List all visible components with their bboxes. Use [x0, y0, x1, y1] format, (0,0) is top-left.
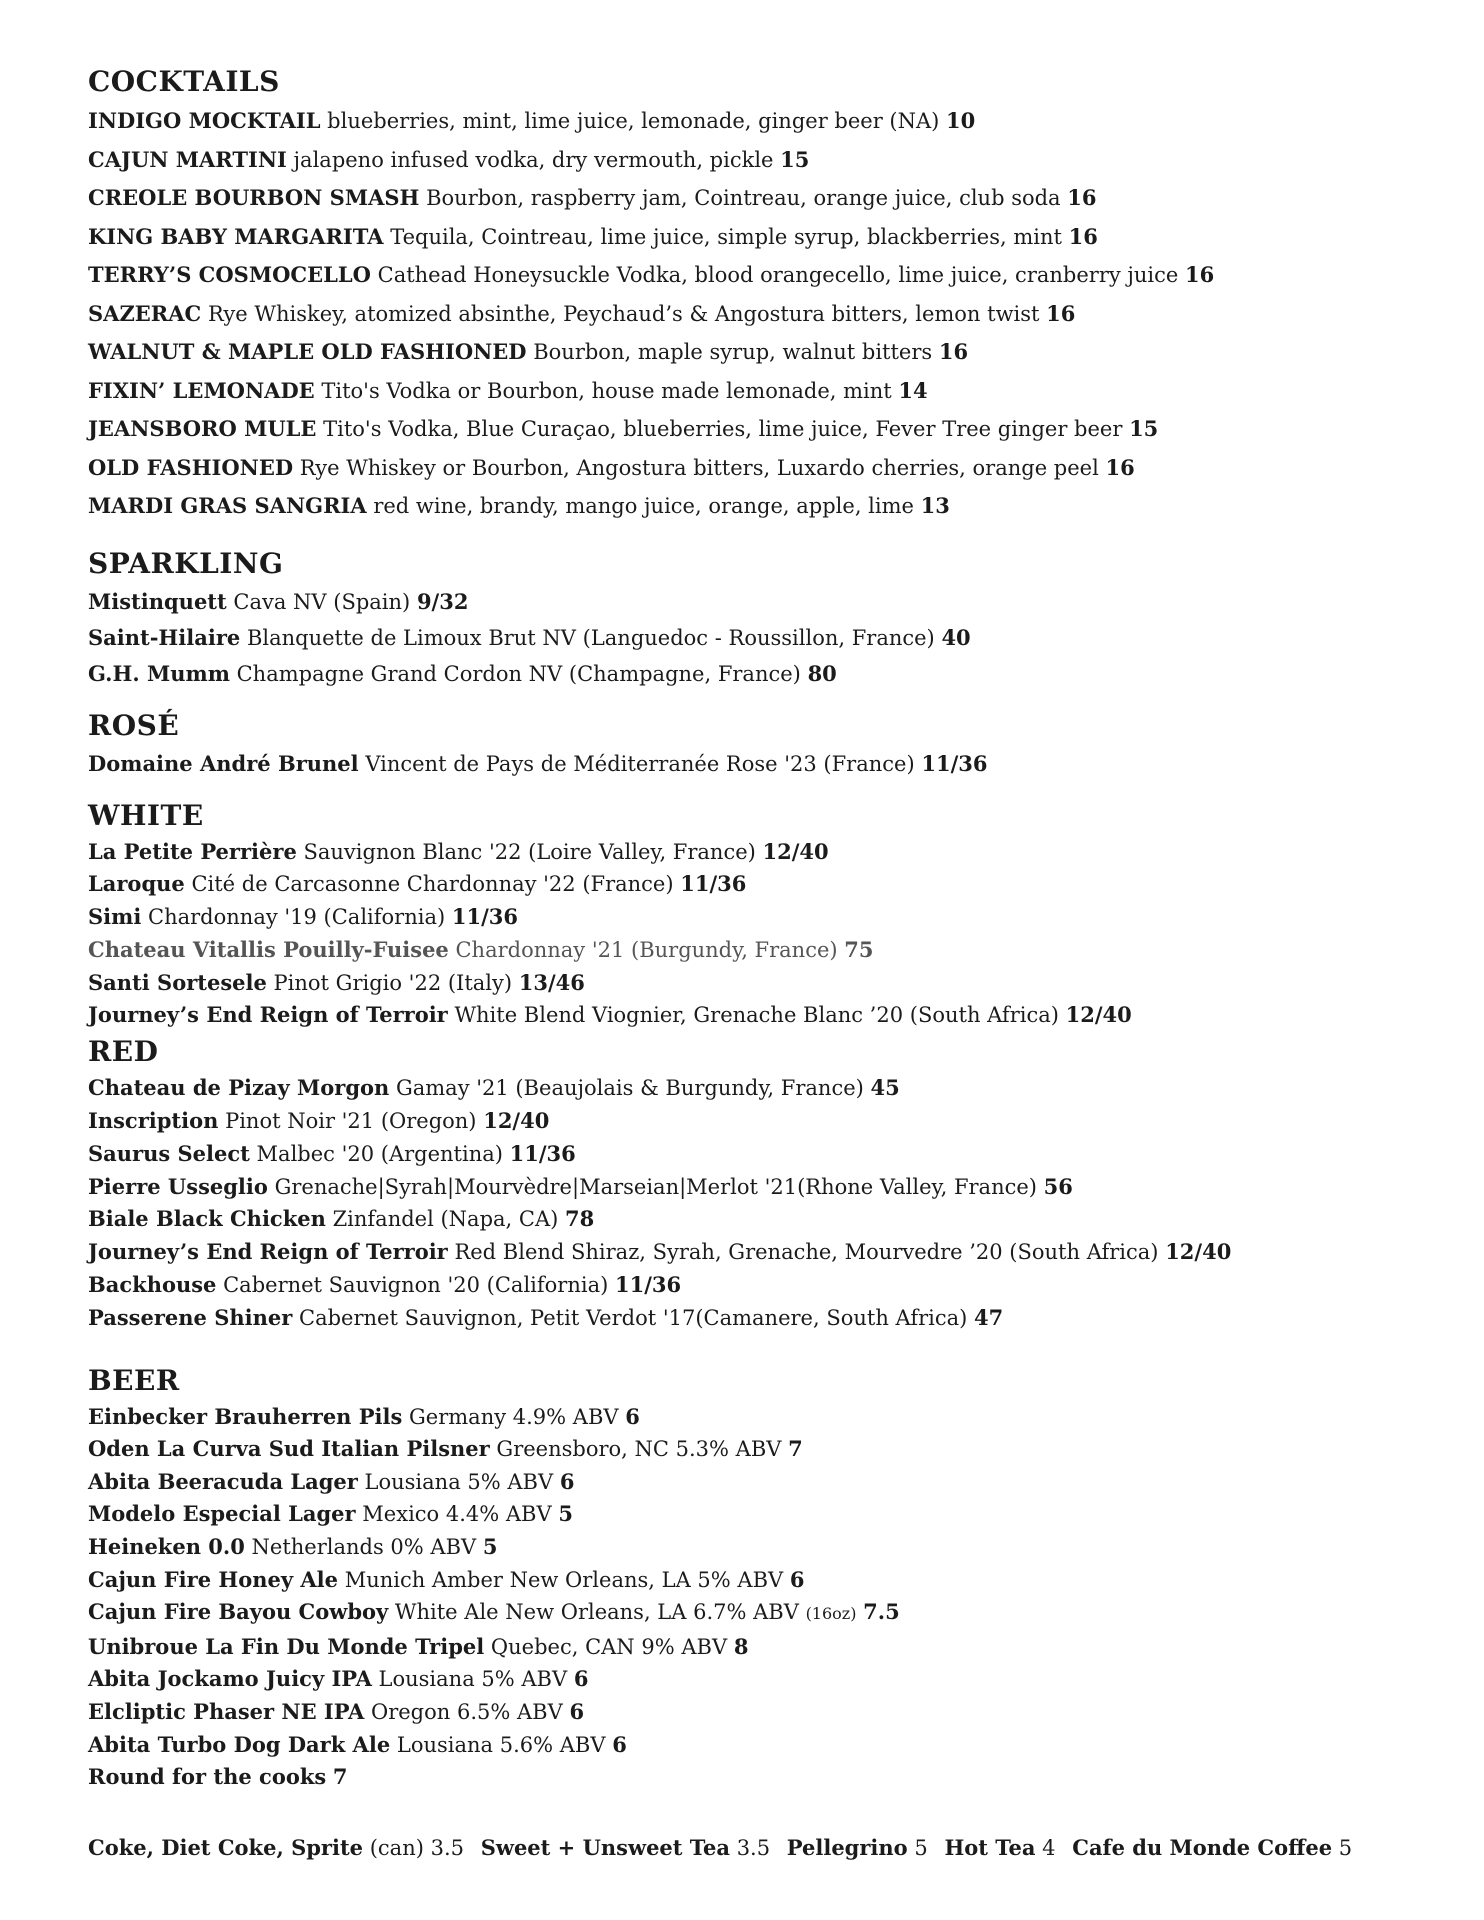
item-description: Red Blend Shiraz, Syrah, Grenache, Mourvedre ’20 (South Africa)	[454, 1240, 1159, 1265]
item-description: Zinfandel (Napa, CA)	[332, 1207, 559, 1232]
item-name: Heineken 0.0	[88, 1534, 245, 1560]
item-description: Blanquette de Limoux Brut NV (Languedoc - Roussillon, France)	[246, 625, 935, 650]
item-price: 40	[941, 624, 971, 650]
item-description: Cabernet Sauvignon '20 (California)	[223, 1273, 609, 1298]
item-price: 6	[559, 1468, 575, 1494]
item-price: 11/36	[680, 871, 747, 897]
drink-name: Hot Tea	[944, 1834, 1036, 1860]
item-name: Backhouse	[88, 1272, 217, 1298]
item-description: Cité de Carcasonne Chardonnay '22 (France)	[191, 872, 674, 897]
menu-item	[88, 1072, 1468, 1105]
item-name: Passerene Shiner	[88, 1304, 293, 1330]
item-description: Cabernet Sauvignon, Petit Verdot '17(Camanere, South Africa)	[299, 1305, 968, 1330]
item-description: Grenache|Syrah|Mourvèdre|Marseian|Merlot '21(Rhone Valley, France)	[274, 1174, 1037, 1199]
item-price: 7	[788, 1436, 803, 1462]
menu-item	[88, 372, 1468, 411]
menu-item	[88, 179, 1468, 218]
item-description: Netherlands 0% ABV	[251, 1535, 477, 1560]
menu-item	[88, 1302, 1468, 1335]
item-name: Mistinquett	[88, 588, 227, 614]
menu-item	[88, 1564, 1468, 1597]
item-name: La Petite Perrière	[88, 838, 297, 864]
item-note: (16oz)	[805, 1604, 857, 1624]
item-price: 11/36	[451, 904, 518, 930]
menu-item	[88, 620, 1468, 656]
item-name: Oden La Curva Sud Italian Pilsner	[88, 1436, 490, 1462]
item-description: Pinot Noir '21 (Oregon)	[225, 1109, 477, 1134]
menu-item	[88, 1631, 1468, 1664]
section-title-white: WHITE	[88, 798, 204, 832]
item-name: Saint-Hilaire	[88, 624, 241, 650]
drink-price: 4	[1042, 1835, 1056, 1860]
menu-page	[88, 62, 1468, 1866]
item-price: 6	[573, 1666, 589, 1692]
menu-item	[88, 967, 1468, 1000]
section-beer	[88, 1361, 1468, 1794]
item-price: 14	[898, 377, 928, 403]
menu-item	[88, 1171, 1468, 1204]
item-description: Malbec '20 (Argentina)	[256, 1141, 503, 1166]
menu-item	[88, 656, 1468, 692]
item-name: Round for the cooks	[88, 1764, 327, 1790]
item-price: 6	[569, 1699, 585, 1724]
drink-price: 3.5	[736, 1835, 771, 1860]
item-description: Rye Whiskey or Bourbon, Angostura bitters, Luxardo cherries, orange peel	[299, 455, 1099, 480]
item-price: 16	[938, 339, 969, 364]
item-price: 11/36	[614, 1272, 682, 1298]
item-description: Pinot Grigio '22 (Italy)	[273, 970, 513, 995]
item-price: 45	[870, 1075, 900, 1101]
item-price: 5	[558, 1501, 573, 1527]
drink-name: Sweet + Unsweet Tea	[480, 1834, 730, 1860]
section-cocktails	[88, 62, 1468, 526]
item-name: Saurus Select	[88, 1140, 250, 1166]
drink-note: (can)	[369, 1835, 424, 1860]
section-sparkling	[88, 544, 1468, 692]
section-title-rose: ROSÉ	[88, 708, 180, 742]
item-price: 9/32	[416, 588, 469, 614]
item-name: SAZERAC	[88, 300, 202, 326]
item-name: Cajun Fire Bayou Cowboy	[88, 1599, 389, 1625]
item-description: White Blend Viognier, Grenache Blanc ’20 (South Africa)	[454, 1003, 1059, 1028]
menu-item	[88, 487, 1468, 526]
item-description: Tito's Vodka or Bourbon, house made lemonade, mint	[321, 378, 892, 403]
item-name: Unibroue La Fin Du Monde Tripel	[88, 1633, 485, 1659]
menu-item	[88, 1138, 1468, 1171]
menu-item	[88, 1466, 1468, 1499]
item-price: 7.5	[863, 1599, 900, 1625]
item-name: Biale Black Chicken	[88, 1206, 326, 1232]
item-price: 78	[565, 1206, 595, 1232]
item-price: 11/36	[921, 750, 988, 776]
drink-name: Coke, Diet Coke, Sprite	[88, 1834, 364, 1860]
menu-item	[88, 1663, 1468, 1696]
item-price: 7	[332, 1764, 348, 1790]
menu-item	[88, 1696, 1468, 1729]
item-description: Cathead Honeysuckle Vodka, blood orangecello, lime juice, cranberry juice	[377, 263, 1179, 287]
item-description: Gamay '21 (Beaujolais & Burgundy, France)	[395, 1076, 864, 1101]
item-price: 15	[1129, 416, 1159, 441]
item-price: 16	[1067, 185, 1097, 210]
item-name: Abita Beeracuda Lager	[88, 1468, 358, 1494]
menu-item	[88, 746, 1468, 782]
item-price: 16	[1068, 223, 1098, 249]
item-description: Quebec, CAN 9% ABV	[490, 1634, 728, 1659]
section-white	[88, 796, 1468, 1033]
item-description: Rye Whiskey, atomized absinthe, Peychaud’s & Angostura bitters, lemon twist	[207, 301, 1040, 326]
item-name: Chateau Vitallis Pouilly-Fuisee	[88, 936, 449, 962]
item-price: 16	[1185, 262, 1215, 287]
item-price: 16	[1105, 454, 1135, 480]
menu-item	[88, 1269, 1468, 1302]
drink-name: Pellegrino	[786, 1834, 908, 1860]
menu-item	[88, 934, 1468, 967]
item-name: Santi Sortesele	[88, 969, 267, 995]
item-price: 6	[612, 1731, 627, 1757]
item-name: Journey’s End Reign of Terroir	[88, 1239, 448, 1265]
menu-item	[88, 410, 1468, 449]
item-price: 8	[733, 1633, 749, 1659]
item-price: 80	[807, 660, 837, 686]
item-description: blueberries, mint, lime juice, lemonade, ginger beer (NA)	[327, 109, 940, 133]
item-description: Lousiana 5% ABV	[378, 1667, 568, 1692]
item-description: Champagne Grand Cordon NV (Champagne, France)	[236, 661, 801, 686]
item-name: Abita Jockamo Juicy IPA	[88, 1666, 372, 1692]
item-price: 56	[1043, 1173, 1073, 1199]
item-description: Greensboro, NC 5.3% ABV	[496, 1437, 782, 1462]
section-title-sparkling: SPARKLING	[88, 546, 284, 580]
menu-item	[88, 1596, 1468, 1631]
drink-name: Cafe du Monde Coffee	[1072, 1834, 1333, 1860]
item-price: 16	[1046, 300, 1076, 326]
item-name: Cajun Fire Honey Ale	[88, 1566, 339, 1592]
item-description: White Ale New Orleans, LA 6.7% ABV	[394, 1600, 799, 1625]
item-name: Abita Turbo Dog Dark Ale	[88, 1731, 391, 1757]
item-name: Simi	[88, 904, 142, 930]
item-name: G.H. Mumm	[88, 660, 230, 686]
menu-item	[88, 1729, 1468, 1762]
item-price: 12/40	[483, 1108, 550, 1134]
item-price: 6	[789, 1566, 805, 1592]
item-description: Germany 4.9% ABV	[409, 1404, 619, 1429]
item-name: Laroque	[88, 871, 185, 897]
item-description: jalapeno infused vodka, dry vermouth, pickle	[293, 147, 774, 172]
drink-price: 5	[1338, 1835, 1353, 1860]
item-description: red wine, brandy, mango juice, orange, apple, lime	[373, 494, 914, 518]
item-name: JEANSBORO MULE	[88, 416, 317, 441]
item-price: 47	[974, 1304, 1004, 1330]
item-name: TERRY’S COSMOCELLO	[88, 262, 371, 287]
item-name: INDIGO MOCKTAIL	[88, 108, 321, 133]
menu-item	[88, 1236, 1468, 1269]
item-description: Mexico 4.4% ABV	[362, 1502, 552, 1527]
item-name: Einbecker Brauherren Pils	[88, 1403, 403, 1429]
item-price: 12/40	[762, 838, 829, 864]
item-description: Lousiana 5.6% ABV	[396, 1732, 606, 1757]
item-description: Bourbon, maple syrup, walnut bitters	[533, 340, 933, 364]
drink-price: 3.5	[430, 1835, 465, 1860]
item-name: Journey’s End Reign of Terroir	[88, 1002, 448, 1028]
item-price: 13/46	[518, 969, 585, 995]
item-name: MARDI GRAS SANGRIA	[88, 493, 367, 518]
section-red	[88, 1032, 1468, 1334]
item-description: Cava NV (Spain)	[233, 589, 411, 614]
item-name: Pierre Usseglio	[88, 1173, 268, 1199]
section-title-red: RED	[88, 1035, 159, 1069]
menu-item	[88, 1531, 1468, 1564]
item-name: KING BABY MARGARITA	[88, 223, 384, 249]
section-title-cocktails: COCKTAILS	[88, 65, 280, 98]
item-name: WALNUT & MAPLE OLD FASHIONED	[88, 339, 527, 364]
menu-item	[88, 1105, 1468, 1138]
item-description: Tito's Vodka, Blue Curaçao, blueberries, lime juice, Fever Tree ginger beer	[323, 417, 1123, 441]
item-price: 75	[844, 936, 874, 962]
section-title-beer: BEER	[88, 1363, 180, 1397]
menu-item	[88, 868, 1468, 901]
menu-item	[88, 1401, 1468, 1434]
menu-item	[88, 1498, 1468, 1531]
item-description: Sauvignon Blanc '22 (Loire Valley, France)	[303, 839, 756, 864]
item-description: Tequila, Cointreau, lime juice, simple syrup, blackberries, mint	[390, 224, 1062, 249]
item-price: 15	[780, 146, 810, 172]
item-price: 5	[482, 1534, 498, 1560]
item-name: Elcliptic Phaser NE IPA	[88, 1699, 365, 1724]
menu-item	[88, 1203, 1468, 1236]
item-name: FIXIN’ LEMONADE	[88, 377, 315, 403]
item-description: Chardonnay '19 (California)	[148, 905, 446, 930]
menu-item	[88, 1761, 1468, 1794]
item-name: CAJUN MARTINI	[88, 146, 287, 172]
item-description: Oregon 6.5% ABV	[371, 1700, 563, 1724]
item-price: 10	[946, 108, 976, 133]
menu-item	[88, 584, 1468, 620]
menu-item	[88, 1433, 1468, 1466]
menu-item	[88, 999, 1468, 1032]
item-description: Bourbon, raspberry jam, Cointreau, orange juice, club soda	[426, 186, 1061, 210]
menu-item	[88, 256, 1468, 295]
item-description: Chardonnay '21 (Burgundy, France)	[455, 937, 838, 962]
item-price: 13	[920, 493, 950, 518]
menu-item	[88, 449, 1468, 488]
item-name: Modelo Especial Lager	[88, 1501, 356, 1527]
item-description: Vincent de Pays de Méditerranée Rose '23 (France)	[365, 751, 915, 776]
item-description: Lousiana 5% ABV	[364, 1469, 554, 1494]
item-name: Chateau de Pizay Morgon	[88, 1075, 390, 1101]
menu-item	[88, 102, 1468, 141]
drink-price: 5	[914, 1835, 928, 1860]
item-description: Munich Amber New Orleans, LA 5% ABV	[344, 1567, 784, 1592]
non-alcoholic-drinks-line	[88, 1830, 1468, 1866]
menu-item	[88, 901, 1468, 934]
menu-item	[88, 333, 1468, 372]
item-price: 12/40	[1065, 1002, 1132, 1028]
menu-item	[88, 836, 1468, 869]
item-price: 11/36	[509, 1140, 576, 1166]
menu-item	[88, 218, 1468, 257]
menu-item	[88, 295, 1468, 334]
item-price: 6	[625, 1403, 640, 1429]
item-name: CREOLE BOURBON SMASH	[88, 185, 420, 210]
section-rose	[88, 706, 1468, 782]
item-name: OLD FASHIONED	[88, 454, 294, 480]
item-price: 12/40	[1165, 1239, 1232, 1265]
item-name: Inscription	[88, 1108, 219, 1134]
item-name: Domaine André Brunel	[88, 750, 359, 776]
menu-item	[88, 141, 1468, 180]
